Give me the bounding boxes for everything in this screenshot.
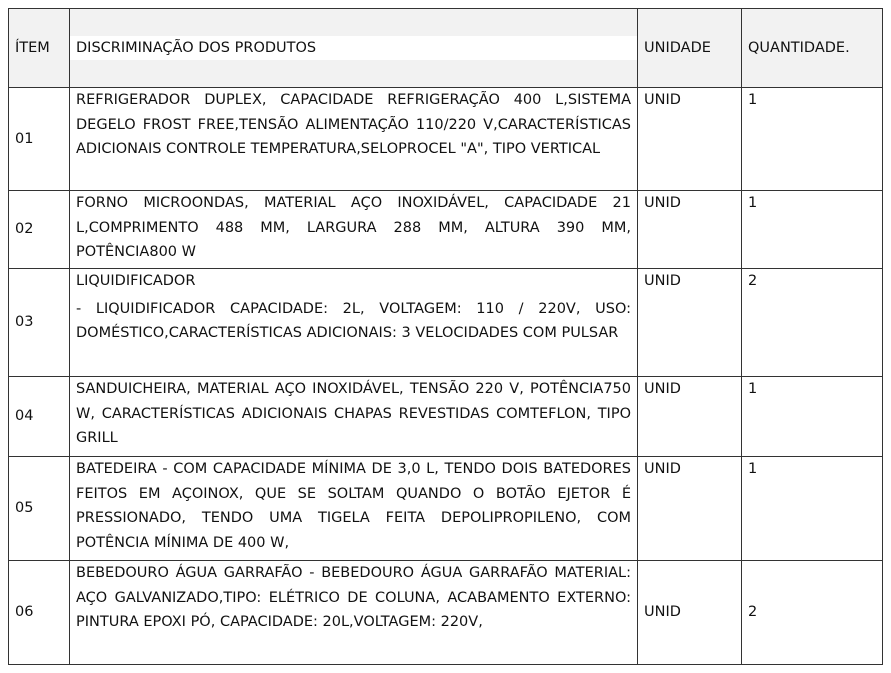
- item-description: [70, 269, 638, 377]
- item-number: 03: [9, 269, 70, 377]
- table-row: [9, 191, 883, 269]
- item-description: [70, 191, 638, 269]
- item-unit: UNID: [638, 457, 742, 561]
- item-number: 01: [9, 88, 70, 191]
- item-description: [70, 561, 638, 665]
- item-number: 02: [9, 191, 70, 269]
- item-quantity: 1: [742, 88, 883, 191]
- table-row: [9, 561, 883, 665]
- item-unit: UNID: [638, 561, 742, 665]
- item-unit: UNID: [638, 191, 742, 269]
- item-description: [70, 457, 638, 561]
- item-quantity: 1: [742, 377, 883, 457]
- item-number: 04: [9, 377, 70, 457]
- item-description: [70, 377, 638, 457]
- item-description: [70, 88, 638, 191]
- header-quantity: QUANTIDADE.: [742, 9, 883, 88]
- table-row: [9, 377, 883, 457]
- header-description-label: DISCRIMINAÇÃO DOS PRODUTOS: [70, 36, 637, 60]
- table-row: [9, 269, 883, 377]
- header-unit: UNIDADE: [638, 9, 742, 88]
- header-description: [70, 9, 638, 88]
- item-quantity: 2: [742, 561, 883, 665]
- description-text: SANDUICHEIRA, MATERIAL AÇO INOXIDÁVEL, TENSÃO 220 V, POTÊNCIA750 W, CARACTERÍSTICAS ADICIONAIS CHAPAS REVESTIDAS COMTEFLON, TIPO GRILL: [76, 381, 631, 447]
- header-row: [9, 9, 883, 88]
- item-unit: UNID: [638, 377, 742, 457]
- item-unit: UNID: [638, 269, 742, 377]
- item-quantity: 2: [742, 269, 883, 377]
- table-row: [9, 88, 883, 191]
- item-unit: UNID: [638, 88, 742, 191]
- description-text: FORNO MICROONDAS, MATERIAL AÇO INOXIDÁVEL, CAPACIDADE 21 L,COMPRIMENTO 488 MM, LARGURA 288 MM, ALTURA 390 MM, POTÊNCIA800 W: [76, 195, 631, 261]
- item-number: 05: [9, 457, 70, 561]
- item-number: 06: [9, 561, 70, 665]
- table-row: [9, 457, 883, 561]
- header-item: ÍTEM: [9, 9, 70, 88]
- description-text: REFRIGERADOR DUPLEX, CAPACIDADE REFRIGERAÇÃO 400 L,SISTEMA DEGELO FROST FREE,TENSÃO ALIMENTAÇÃO 110/220 V,CARACTERÍSTICAS ADICIONAIS CONTROLE TEMPERATURA,SELOPROCEL "A", TIPO VERTICAL: [76, 92, 631, 158]
- item-quantity: 1: [742, 191, 883, 269]
- description-text: BEBEDOURO ÁGUA GARRAFÃO - BEBEDOURO ÁGUA GARRAFÃO MATERIAL: AÇO GALVANIZADO,TIPO: ELÉTRICO DE COLUNA, ACABAMENTO EXTERNO: PINTURA EPOXI PÓ, CAPACIDADE: 20L,VOLTAGEM: 220V,: [76, 565, 631, 631]
- description-extra-text: - LIQUIDIFICADOR CAPACIDADE: 2L, VOLTAGEM: 110 / 220V, USO: DOMÉSTICO,CARACTERÍSTICAS ADICIONAIS: 3 VELOCIDADES COM PULSAR: [76, 300, 631, 342]
- description-text: BATEDEIRA - COM CAPACIDADE MÍNIMA DE 3,0 L, TENDO DOIS BATEDORES FEITOS EM AÇOINOX, QUE SE SOLTAM QUANDO O BOTÃO EJETOR É PRESSIONADO, TENDO UMA TIGELA FEITA DEPOLIPROPILENO, COM POTÊNCIA MÍNIMA DE 400 W,: [76, 461, 631, 551]
- description-text: LIQUIDIFICADOR: [76, 273, 196, 289]
- products-table: [8, 8, 883, 665]
- item-quantity: 1: [742, 457, 883, 561]
